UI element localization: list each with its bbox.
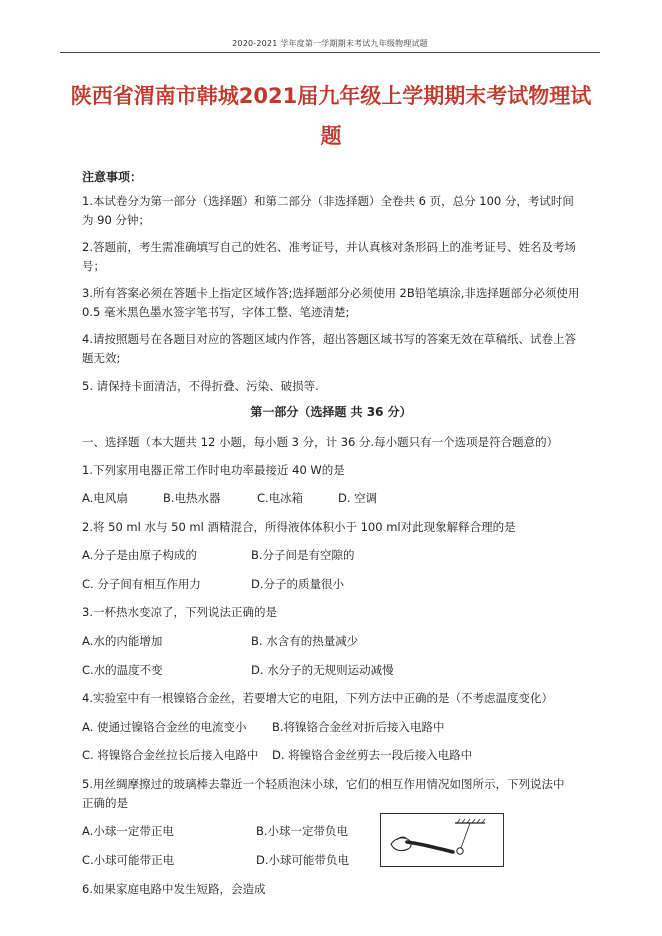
question-stem: 1.下列家用电器正常工作时电功率最接近 40 W的是 [82, 463, 345, 477]
option-b: B.分子间是有空隙的 [251, 548, 355, 562]
option-c: C. 分子间有相互作用力 [82, 577, 201, 591]
option-d: D. 水分子的无规则运动减慢 [251, 663, 394, 677]
option-c: C.水的温度不变 [82, 663, 163, 677]
option-c: C.电冰箱 [257, 491, 304, 505]
notice-item: 3.所有答案必须在答题卡上指定区域作答;选择题部分必须使用 2B铅笔填涂,非选择题部分必须使用 0.5 毫米黑色墨水签字笔书写，字体工整、笔迹清楚; [82, 286, 580, 319]
option-a: A.小球一定带正电 [82, 824, 174, 838]
notice-item: 5. 请保持卡面清洁，不得折叠、污染、破损等. [82, 379, 319, 393]
option-c: C.小球可能带正电 [82, 853, 175, 867]
section-heading: 第一部分（选择题 共 36 分） [250, 405, 412, 419]
notice-item: 2.答题前，考生需准确填写自己的姓名、准考证号，并认真核对条形码上的准考证号、姓名及考场号； [82, 240, 576, 273]
question-stem: 5.用丝绸摩擦过的玻璃棒去靠近一个轻质泡沫小球，它们的相互作用情况如图所示，下列说法中 [82, 777, 565, 791]
option-a: A.分子是由原子构成的 [82, 548, 197, 562]
option-d: D.小球可能带负电 [256, 853, 350, 867]
document-title-line-2: 题 [320, 124, 342, 148]
question-stem: 3.一杯热水变凉了，下列说法正确的是 [82, 605, 277, 619]
option-b: B. 水含有的热量减少 [251, 634, 359, 648]
notice-item: 1.本试卷分为第一部分（选择题）和第二部分（非选择题）全卷共 6 页，总分 100 分，考试时间为 90 分钟； [82, 194, 574, 227]
section-instructions: 一、选择题（本大题共 12 小题，每小题 3 分，计 36 分.每小题只有一个选项是符合题意的） [82, 435, 559, 449]
question-stem: 2.将 50 ml 水与 50 ml 酒精混合，所得液体体积小于 100 ml对此现象解释合理的是 [82, 520, 516, 534]
option-a: A.电风扇 [82, 491, 128, 505]
option-b: B.电热水器 [163, 491, 221, 505]
rod-and-ball-figure [380, 813, 504, 867]
option-b: B.小球一定带负电 [256, 824, 349, 838]
question-stem: 6.如果家庭电路中发生短路，会造成 [82, 882, 266, 896]
question-stem: 4.实验室中有一根镍铬合金丝，若要增大它的电阻，下列方法中正确的是（不考虑温度变化） [82, 691, 553, 705]
page-header: 2020-2021 学年度第一学期期末考试九年级物理试题 [232, 39, 428, 48]
header-divider [60, 52, 600, 53]
document-title-line-1: 陕西省渭南市韩城2021届九年级上学期期末考试物理试 [70, 84, 592, 108]
notice-item: 4.请按照题号在各题目对应的答题区域内作答，超出答题区域书写的答案无效在草稿纸、试卷上答题无效; [82, 332, 576, 365]
option-d: D. 空调 [338, 491, 378, 505]
option-a: A.水的内能增加 [82, 634, 163, 648]
question-stem-continued: 正确的是 [82, 796, 128, 810]
option-c: C. 将镍铬合金丝拉长后接入电路中 [82, 748, 259, 762]
option-d: D. 将镍铬合金丝剪去一段后接入电路中 [272, 748, 473, 762]
option-a: A. 使通过镍铬合金丝的电流变小 [82, 720, 247, 734]
notice-heading: 注意事项： [82, 170, 143, 184]
rod-and-ball-illustration [381, 814, 503, 866]
option-d: D.分子的质量很小 [251, 577, 345, 591]
option-b: B.将镍铬合金丝对折后接入电路中 [272, 720, 445, 734]
